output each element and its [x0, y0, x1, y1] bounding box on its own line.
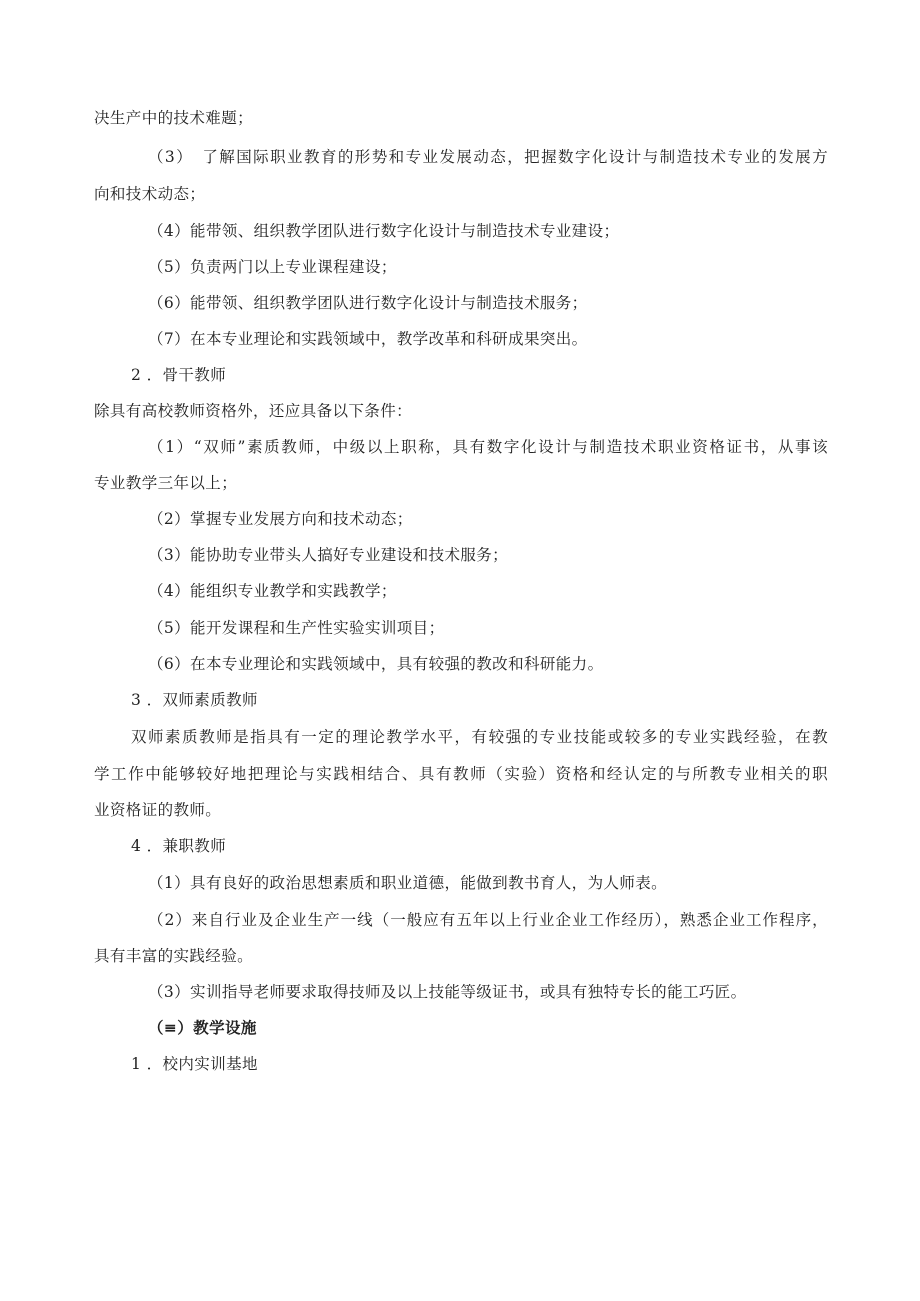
text-line: 除具有高校教师资格外，还应具备以下条件： [94, 402, 413, 420]
text-line: （3）能协助专业带头人搞好专业建设和技术服务； [148, 546, 509, 564]
section-heading: 3 ．双师素质教师 [131, 691, 258, 709]
text-line: 业资格证的教师。 [94, 801, 222, 819]
text-line: 学工作中能够较好地把理论与实践相结合、具有教师（实验）资格和经认定的与所教专业相关的职 [94, 765, 828, 783]
text-line: （3） 了解国际职业教育的形势和专业发展动态，把握数字化设计与制造技术专业的发展方 [148, 148, 828, 166]
text-line: （2）掌握专业发展方向和技术动态； [148, 510, 413, 528]
section-heading: 2 ．骨干教师 [131, 366, 227, 384]
text-line: （6）能带领、组织教学团队进行数字化设计与制造技术服务； [148, 294, 588, 312]
text-line: （4）能带领、组织教学团队进行数字化设计与制造技术专业建设； [148, 222, 620, 240]
section-heading: （≡）教学设施 [148, 1018, 257, 1037]
text-line: 决生产中的技术难题； [94, 109, 254, 127]
text-line: （7）在本专业理论和实践领域中，教学改革和科研成果突出。 [148, 330, 588, 348]
text-line: 双师素质教师是指具有一定的理论教学水平，有较强的专业技能或较多的专业实践经验，在教 [131, 728, 828, 746]
text-line: （1）具有良好的政治思想素质和职业道德，能做到教书育人，为人师表。 [148, 874, 668, 892]
text-line: （4）能组织专业教学和实践教学； [148, 582, 397, 600]
text-line: （6）在本专业理论和实践领域中，具有较强的教改和科研能力。 [148, 655, 604, 673]
text-line: 具有丰富的实践经验。 [94, 947, 254, 965]
section-heading: 1 ．校内实训基地 [131, 1055, 258, 1073]
text-line: （2）来自行业及企业生产一线（一般应有五年以上行业企业工作经历），熟悉企业工作程序， [148, 911, 828, 929]
text-line: 向和技术动态； [94, 185, 206, 203]
text-line: 专业教学三年以上； [94, 474, 238, 492]
text-line: （3）实训指导老师要求取得技师及以上技能等级证书，或具有独特专长的能工巧匠。 [148, 983, 747, 1001]
section-heading: 4 ．兼职教师 [131, 837, 227, 855]
text-line: （5）能开发课程和生产性实验实训项目； [148, 619, 445, 637]
text-line: （1）“双师”素质教师，中级以上职称，具有数字化设计与制造技术职业资格证书，从事该 [148, 438, 828, 456]
text-line: （5）负责两门以上专业课程建设； [148, 258, 397, 276]
